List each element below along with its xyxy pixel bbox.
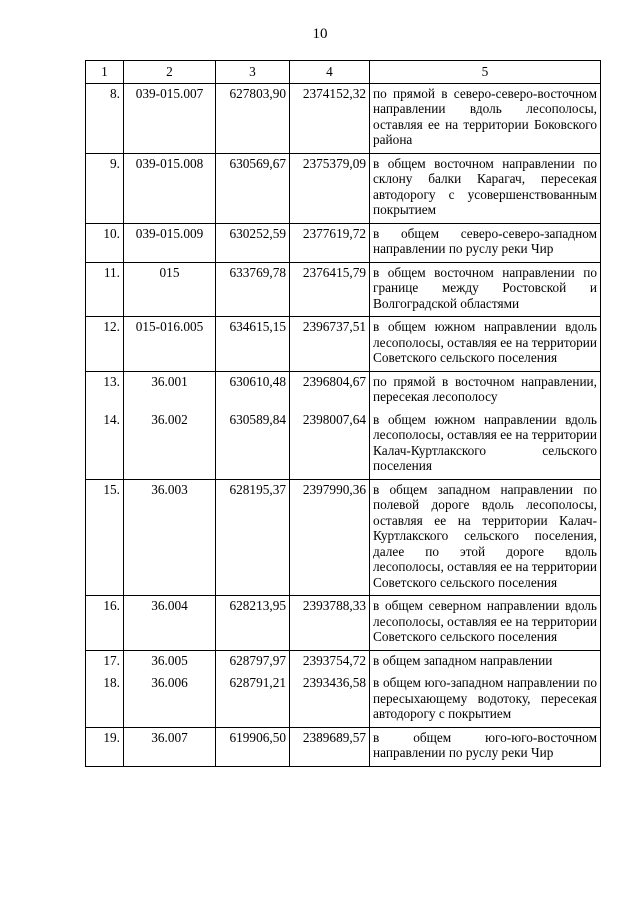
- coordinate-y: 2398007,64: [290, 410, 370, 480]
- row-number: 16.: [86, 596, 124, 651]
- boundary-description: по прямой в северо-северо-восточном направлении вдоль лесополосы, оставляя ее на территории Боковского района: [370, 83, 601, 153]
- boundary-description: по прямой в восточном направлении, пересекая лесополосу: [370, 371, 601, 410]
- coordinate-y: 2396804,67: [290, 371, 370, 410]
- point-code: 015: [124, 262, 216, 317]
- table-header-row: [86, 61, 601, 84]
- point-code: 36.004: [124, 596, 216, 651]
- table-row: [86, 650, 601, 673]
- row-number: 17.: [86, 650, 124, 673]
- coordinate-x: 630589,84: [216, 410, 290, 480]
- coordinate-x: 634615,15: [216, 317, 290, 372]
- coordinate-y: 2393788,33: [290, 596, 370, 651]
- coordinate-y: 2377619,72: [290, 223, 370, 262]
- table-row: [86, 673, 601, 727]
- table-row: [86, 262, 601, 317]
- table-row: [86, 410, 601, 480]
- coordinate-x: 630569,67: [216, 153, 290, 223]
- coordinate-x: 627803,90: [216, 83, 290, 153]
- table-row: [86, 153, 601, 223]
- point-code: 039-015.008: [124, 153, 216, 223]
- boundary-description: в общем северо-северо-западном направлении по руслу реки Чир: [370, 223, 601, 262]
- point-code: 015-016.005: [124, 317, 216, 372]
- row-number: 12.: [86, 317, 124, 372]
- coordinate-y: 2397990,36: [290, 479, 370, 596]
- row-number: 8.: [86, 83, 124, 153]
- column-header: 1: [86, 61, 124, 84]
- column-header: 5: [370, 61, 601, 84]
- row-number: 9.: [86, 153, 124, 223]
- coordinate-y: 2393436,58: [290, 673, 370, 727]
- point-code: 039-015.007: [124, 83, 216, 153]
- boundary-description: в общем восточном направлении по склону балки Карагач, пересекая автодорогу с усовершенствованным покрытием: [370, 153, 601, 223]
- coordinate-x: 628195,37: [216, 479, 290, 596]
- coordinate-x: 619906,50: [216, 727, 290, 766]
- row-number: 15.: [86, 479, 124, 596]
- table-row: [86, 317, 601, 372]
- table-row: [86, 371, 601, 410]
- row-number: 13.: [86, 371, 124, 410]
- boundary-points-table: [85, 60, 601, 767]
- boundary-description: в общем северном направлении вдоль лесополосы, оставляя ее на территории Советского сельского поселения: [370, 596, 601, 651]
- boundary-description: в общем западном направлении: [370, 650, 601, 673]
- coordinate-x: 633769,78: [216, 262, 290, 317]
- point-code: 36.002: [124, 410, 216, 480]
- coordinate-y: 2374152,32: [290, 83, 370, 153]
- column-header: 4: [290, 61, 370, 84]
- table-row: [86, 596, 601, 651]
- point-code: 36.001: [124, 371, 216, 410]
- column-header: 2: [124, 61, 216, 84]
- table-row: [86, 223, 601, 262]
- table-row: [86, 83, 601, 153]
- row-number: 19.: [86, 727, 124, 766]
- boundary-description: в общем южном направлении вдоль лесополосы, оставляя ее на территории Калач-Куртлакского сельского поселения: [370, 410, 601, 480]
- boundary-description: в общем западном направлении по полевой дороге вдоль лесополосы, оставляя ее на территории Калач-Куртлакского сельского поселения, далее по этой дороге вдоль лесополосы, оставляя ее на территории Советского сельского поселения: [370, 479, 601, 596]
- coordinate-y: 2375379,09: [290, 153, 370, 223]
- coordinate-x: 628213,95: [216, 596, 290, 651]
- row-number: 11.: [86, 262, 124, 317]
- coordinate-y: 2376415,79: [290, 262, 370, 317]
- column-header: 3: [216, 61, 290, 84]
- coordinate-x: 628797,97: [216, 650, 290, 673]
- row-number: 10.: [86, 223, 124, 262]
- boundary-description: в общем восточном направлении по границе между Ростовской и Волгоградской областями: [370, 262, 601, 317]
- point-code: 36.006: [124, 673, 216, 727]
- boundary-description: в общем южном направлении вдоль лесополосы, оставляя ее на территории Советского сельского поселения: [370, 317, 601, 372]
- point-code: 36.003: [124, 479, 216, 596]
- boundary-description: в общем юго-юго-восточном направлении по руслу реки Чир: [370, 727, 601, 766]
- row-number: 14.: [86, 410, 124, 480]
- row-number: 18.: [86, 673, 124, 727]
- table-row: [86, 727, 601, 766]
- point-code: 36.007: [124, 727, 216, 766]
- coordinate-y: 2389689,57: [290, 727, 370, 766]
- coordinate-x: 630252,59: [216, 223, 290, 262]
- coordinate-y: 2393754,72: [290, 650, 370, 673]
- table-row: [86, 479, 601, 596]
- point-code: 36.005: [124, 650, 216, 673]
- coordinate-y: 2396737,51: [290, 317, 370, 372]
- boundary-description: в общем юго-западном направлении по пересыхающему водотоку, пересекая автодорогу с покрытием: [370, 673, 601, 727]
- coordinate-x: 628791,21: [216, 673, 290, 727]
- coordinate-x: 630610,48: [216, 371, 290, 410]
- point-code: 039-015.009: [124, 223, 216, 262]
- page-number: 10: [312, 26, 328, 42]
